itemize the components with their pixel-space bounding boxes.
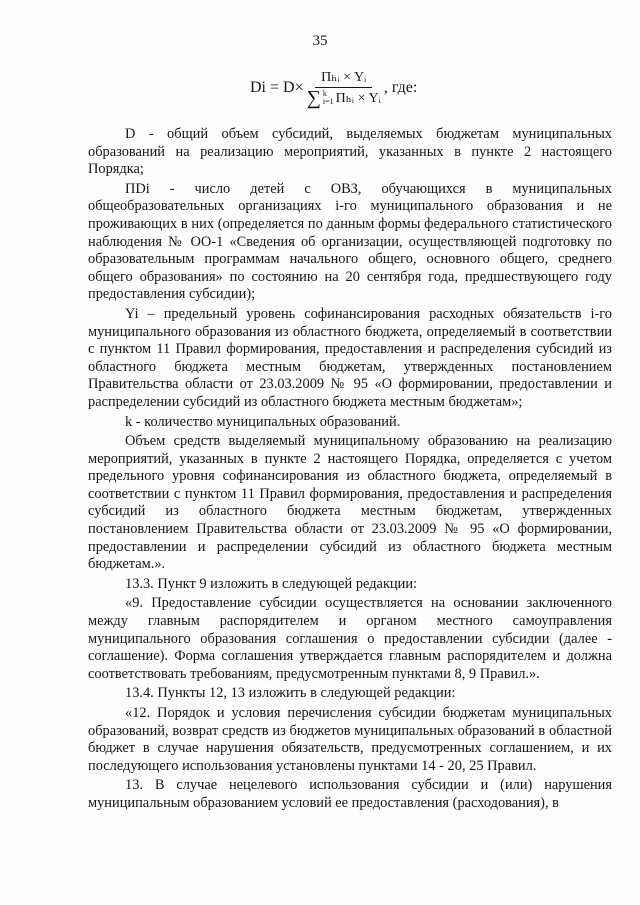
paragraph-item-13: 13. В случае нецелевого использования субсидии и (или) нарушения муниципальным образованием условий ее предоставления (расходования), в [88, 777, 612, 811]
paragraph-13-4-heading: 13.4. Пункты 12, 13 изложить в следующей редакции: [125, 685, 456, 702]
page-number: 35 [312, 33, 328, 49]
sum-upper-limit: k [322, 89, 327, 98]
sum-lower-limit: i=1 [322, 97, 334, 106]
paragraph-funding-volume: Объем средств выделяемый муниципальному образованию на реализацию мероприятий, указанных в пункте 2 настоящего Порядка, определяется с учетом предельного уровня софинансирования из областного бюджета, определяемый в соответствии с пунктом 11 Правил формирования, предоставления и распределения субсидий из областного бюджета местным бюджетам, утвержденных постановлением Правительства области от 23.03.2009 № 95 «О формировании, предоставлении и распределении субсидий из областного бюджета местным бюджетам.». [88, 433, 612, 573]
formula-numerator: Пₕᵢ × Yᵢ [315, 69, 372, 88]
paragraph-k-definition: k - количество муниципальных образований. [125, 413, 401, 430]
paragraph-13-3-heading: 13.3. Пункт 9 изложить в следующей редакции: [125, 575, 418, 592]
document-body [88, 126, 612, 813]
sum-limits [323, 90, 334, 106]
formula-denominator-term: Пₕᵢ × Yᵢ [335, 90, 381, 106]
paragraph-item-12: «12. Порядок и условия перечисления субсидии бюджетам муниципальных образований, возврат средств из бюджетов муниципальных образований в областной бюджет в случае нарушения обязательств, предусмотренных соглашением, и их последующего использования установлены пунктами 14 - 20, 25 Правил. [88, 705, 612, 774]
formula-fraction [307, 69, 381, 107]
paragraph-pdi-definition: ПDi - число детей с ОВЗ, обучающихся в муниципальных общеобразовательных организациях i-го муниципального образования и не проживающих в них (определяется по данным формы федерального статистического наблюдения № ОО-1 «Сведения об организации, осуществляющей подготовку по образовательным программам начального общего, основного общего, среднего общего образования» по состоянию на 20 сентября года, предшествующего году предоставления субсидии); [88, 180, 612, 303]
distribution-formula [250, 62, 417, 114]
formula-suffix: , где: [383, 79, 418, 96]
paragraph-d-definition: D - общий объем субсидий, выделяемых бюджетам муниципальных образований на реализацию мероприятий, указанных в пункте 2 настоящего Порядка; [88, 126, 612, 178]
sum-symbol: ∑ [306, 87, 321, 109]
paragraph-yi-definition: Yi – предельный уровень софинансирования расходных обязательств i-го муниципального образования из областного бюджета, определяемый в соответствии с пунктом 11 Правил формирования, предоставления и распределения субсидий из областного бюджета местным бюджетам, утвержденных постановлением Правительства области от 23.03.2009 № 95 «О формировании, предоставлении и распределении субсидий из областного бюджета местным бюджетам»; [88, 305, 612, 410]
paragraph-item-9: «9. Предоставление субсидии осуществляется на основании заключенного между главным распорядителем и органом местного самоуправления муниципального образования соглашения о предоставлении субсидии (далее - соглашение). Форма соглашения утверждается главным распорядителем и должна соответствовать требованиям, предусмотренным пунктами 8, 9 Правил.». [88, 595, 612, 682]
formula-denominator [307, 88, 381, 107]
formula-lhs: Di = D× [250, 79, 304, 96]
